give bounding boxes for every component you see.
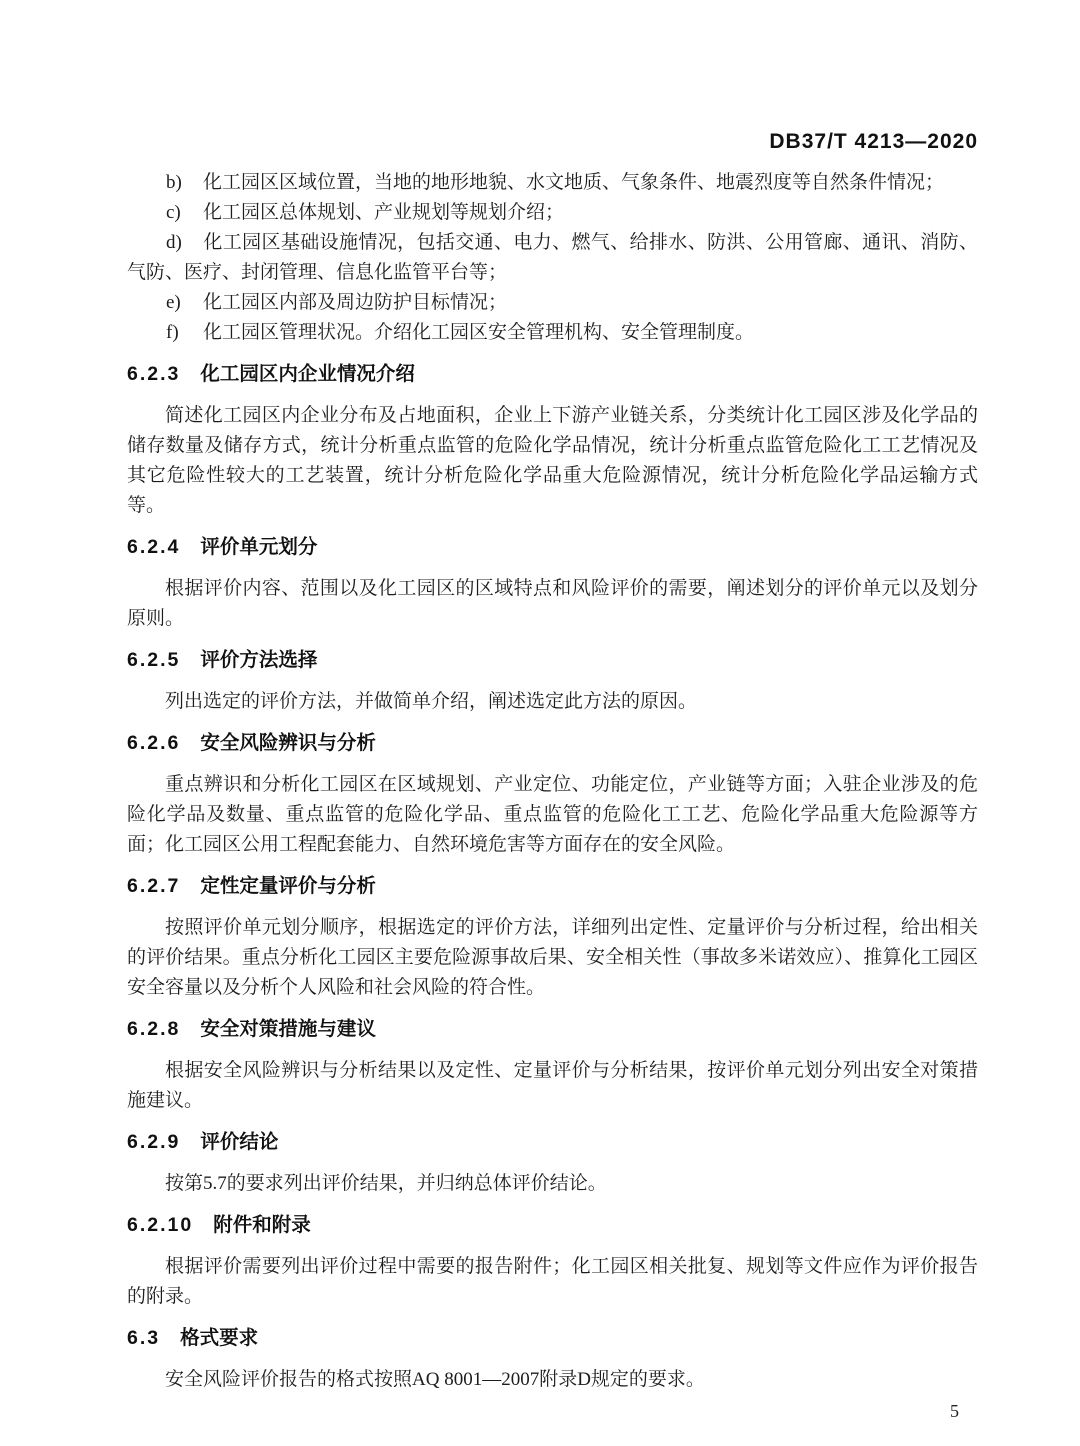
section-paragraph: 按第5.7的要求列出评价结果，并归纳总体评价结论。 [165, 1173, 607, 1194]
section-title: 格式要求 [180, 1327, 259, 1349]
section [127, 1127, 978, 1199]
clause-list-item-marker: e) [166, 292, 181, 313]
page-content [127, 168, 978, 1395]
section-heading [127, 871, 978, 901]
section-heading [127, 532, 978, 562]
section-number: 6.2.8 [127, 1018, 181, 1040]
section-title: 评价单元划分 [200, 536, 318, 558]
section [127, 532, 978, 634]
clause-list-item-text: 化工园区内部及周边防护目标情况； [203, 292, 508, 313]
clause-list-item [127, 168, 978, 198]
clause-list-item-text: 化工园区总体规划、产业规划等规划介绍； [203, 202, 565, 223]
section-list [127, 359, 978, 1395]
section-title: 化工园区内企业情况介绍 [200, 363, 415, 385]
clause-list-item-text: 化工园区基础设施情况，包括交通、电力、燃气、给排水、防洪、公用管廊、通讯、消防、气防、医疗、封闭管理、信息化监管平台等； [127, 232, 978, 283]
clause-list-item [127, 288, 978, 318]
section-title: 定性定量评价与分析 [200, 875, 376, 897]
section-number: 6.2.3 [127, 363, 181, 385]
clause-list-item-marker: c) [166, 202, 181, 223]
section-heading [127, 728, 978, 758]
section-paragraph: 重点辨识和分析化工园区在区域规划、产业定位、功能定位，产业链等方面；入驻企业涉及的危险化学品及数量、重点监管的危险化学品、重点监管的危险化工工艺、危险化学品重大危险源等方面；化工园区公用工程配套能力、自然环境危害等方面存在的安全风险。 [127, 774, 978, 855]
section-paragraph: 根据评价内容、范围以及化工园区的区域特点和风险评价的需要，阐述划分的评价单元以及划分原则。 [127, 578, 978, 629]
section-heading [127, 1210, 978, 1240]
section-paragraph: 列出选定的评价方法，并做简单介绍，阐述选定此方法的原因。 [165, 691, 698, 712]
section [127, 871, 978, 1003]
clause-list-item [127, 228, 978, 288]
section-number: 6.2.6 [127, 732, 181, 754]
page-number: 5 [950, 1401, 959, 1421]
clause-list-item [127, 198, 978, 228]
clause-list-item-marker: b) [166, 172, 182, 193]
section-title: 附件和附录 [213, 1214, 311, 1236]
section-number: 6.2.4 [127, 536, 181, 558]
section-paragraph: 根据安全风险辨识与分析结果以及定性、定量评价与分析结果，按评价单元划分列出安全对策措施建议。 [127, 1060, 978, 1111]
section [127, 359, 978, 521]
clause-list-item [127, 318, 978, 348]
section-heading [127, 645, 978, 675]
section-paragraph: 根据评价需要列出评价过程中需要的报告附件；化工园区相关批复、规划等文件应作为评价报告的附录。 [127, 1256, 978, 1307]
section [127, 1210, 978, 1312]
clause-list-item-marker: f) [166, 322, 179, 343]
clause-list [127, 168, 978, 348]
section [127, 645, 978, 717]
section-heading [127, 1127, 978, 1157]
section-title: 安全风险辨识与分析 [200, 732, 376, 754]
section-paragraph: 简述化工园区内企业分布及占地面积，企业上下游产业链关系，分类统计化工园区涉及化学品的储存数量及储存方式，统计分析重点监管的危险化学品情况，统计分析重点监管危险化工工艺情况及其它危险性较大的工艺装置，统计分析危险化学品重大危险源情况，统计分析危险化学品运输方式等。 [127, 405, 978, 516]
section-heading [127, 1014, 978, 1044]
clause-list-item-text: 化工园区区域位置，当地的地形地貌、水文地质、气象条件、地震烈度等自然条件情况； [203, 172, 945, 193]
section-paragraph: 按照评价单元划分顺序，根据选定的评价方法，详细列出定性、定量评价与分析过程，给出相关的评价结果。重点分析化工园区主要危险源事故后果、安全相关性（事故多米诺效应）、推算化工园区安全容量以及分析个人风险和社会风险的符合性。 [127, 917, 978, 998]
section-title: 安全对策措施与建议 [200, 1018, 376, 1040]
section-number: 6.3 [127, 1327, 161, 1349]
section [127, 1323, 978, 1395]
section [127, 1014, 978, 1116]
section-number: 6.2.7 [127, 875, 181, 897]
clause-list-item-text: 化工园区管理状况。介绍化工园区安全管理机构、安全管理制度。 [203, 322, 755, 343]
section-paragraph: 安全风险评价报告的格式按照AQ 8001—2007附录D规定的要求。 [165, 1369, 705, 1390]
section-title: 评价方法选择 [200, 649, 318, 671]
section [127, 728, 978, 860]
section-number: 6.2.10 [127, 1214, 194, 1236]
standard-code-header: DB37/T 4213—2020 [769, 130, 978, 153]
section-heading [127, 1323, 978, 1353]
section-title: 评价结论 [200, 1131, 279, 1153]
section-heading [127, 359, 978, 389]
section-number: 6.2.5 [127, 649, 181, 671]
section-number: 6.2.9 [127, 1131, 181, 1153]
clause-list-item-marker: d) [166, 232, 182, 253]
